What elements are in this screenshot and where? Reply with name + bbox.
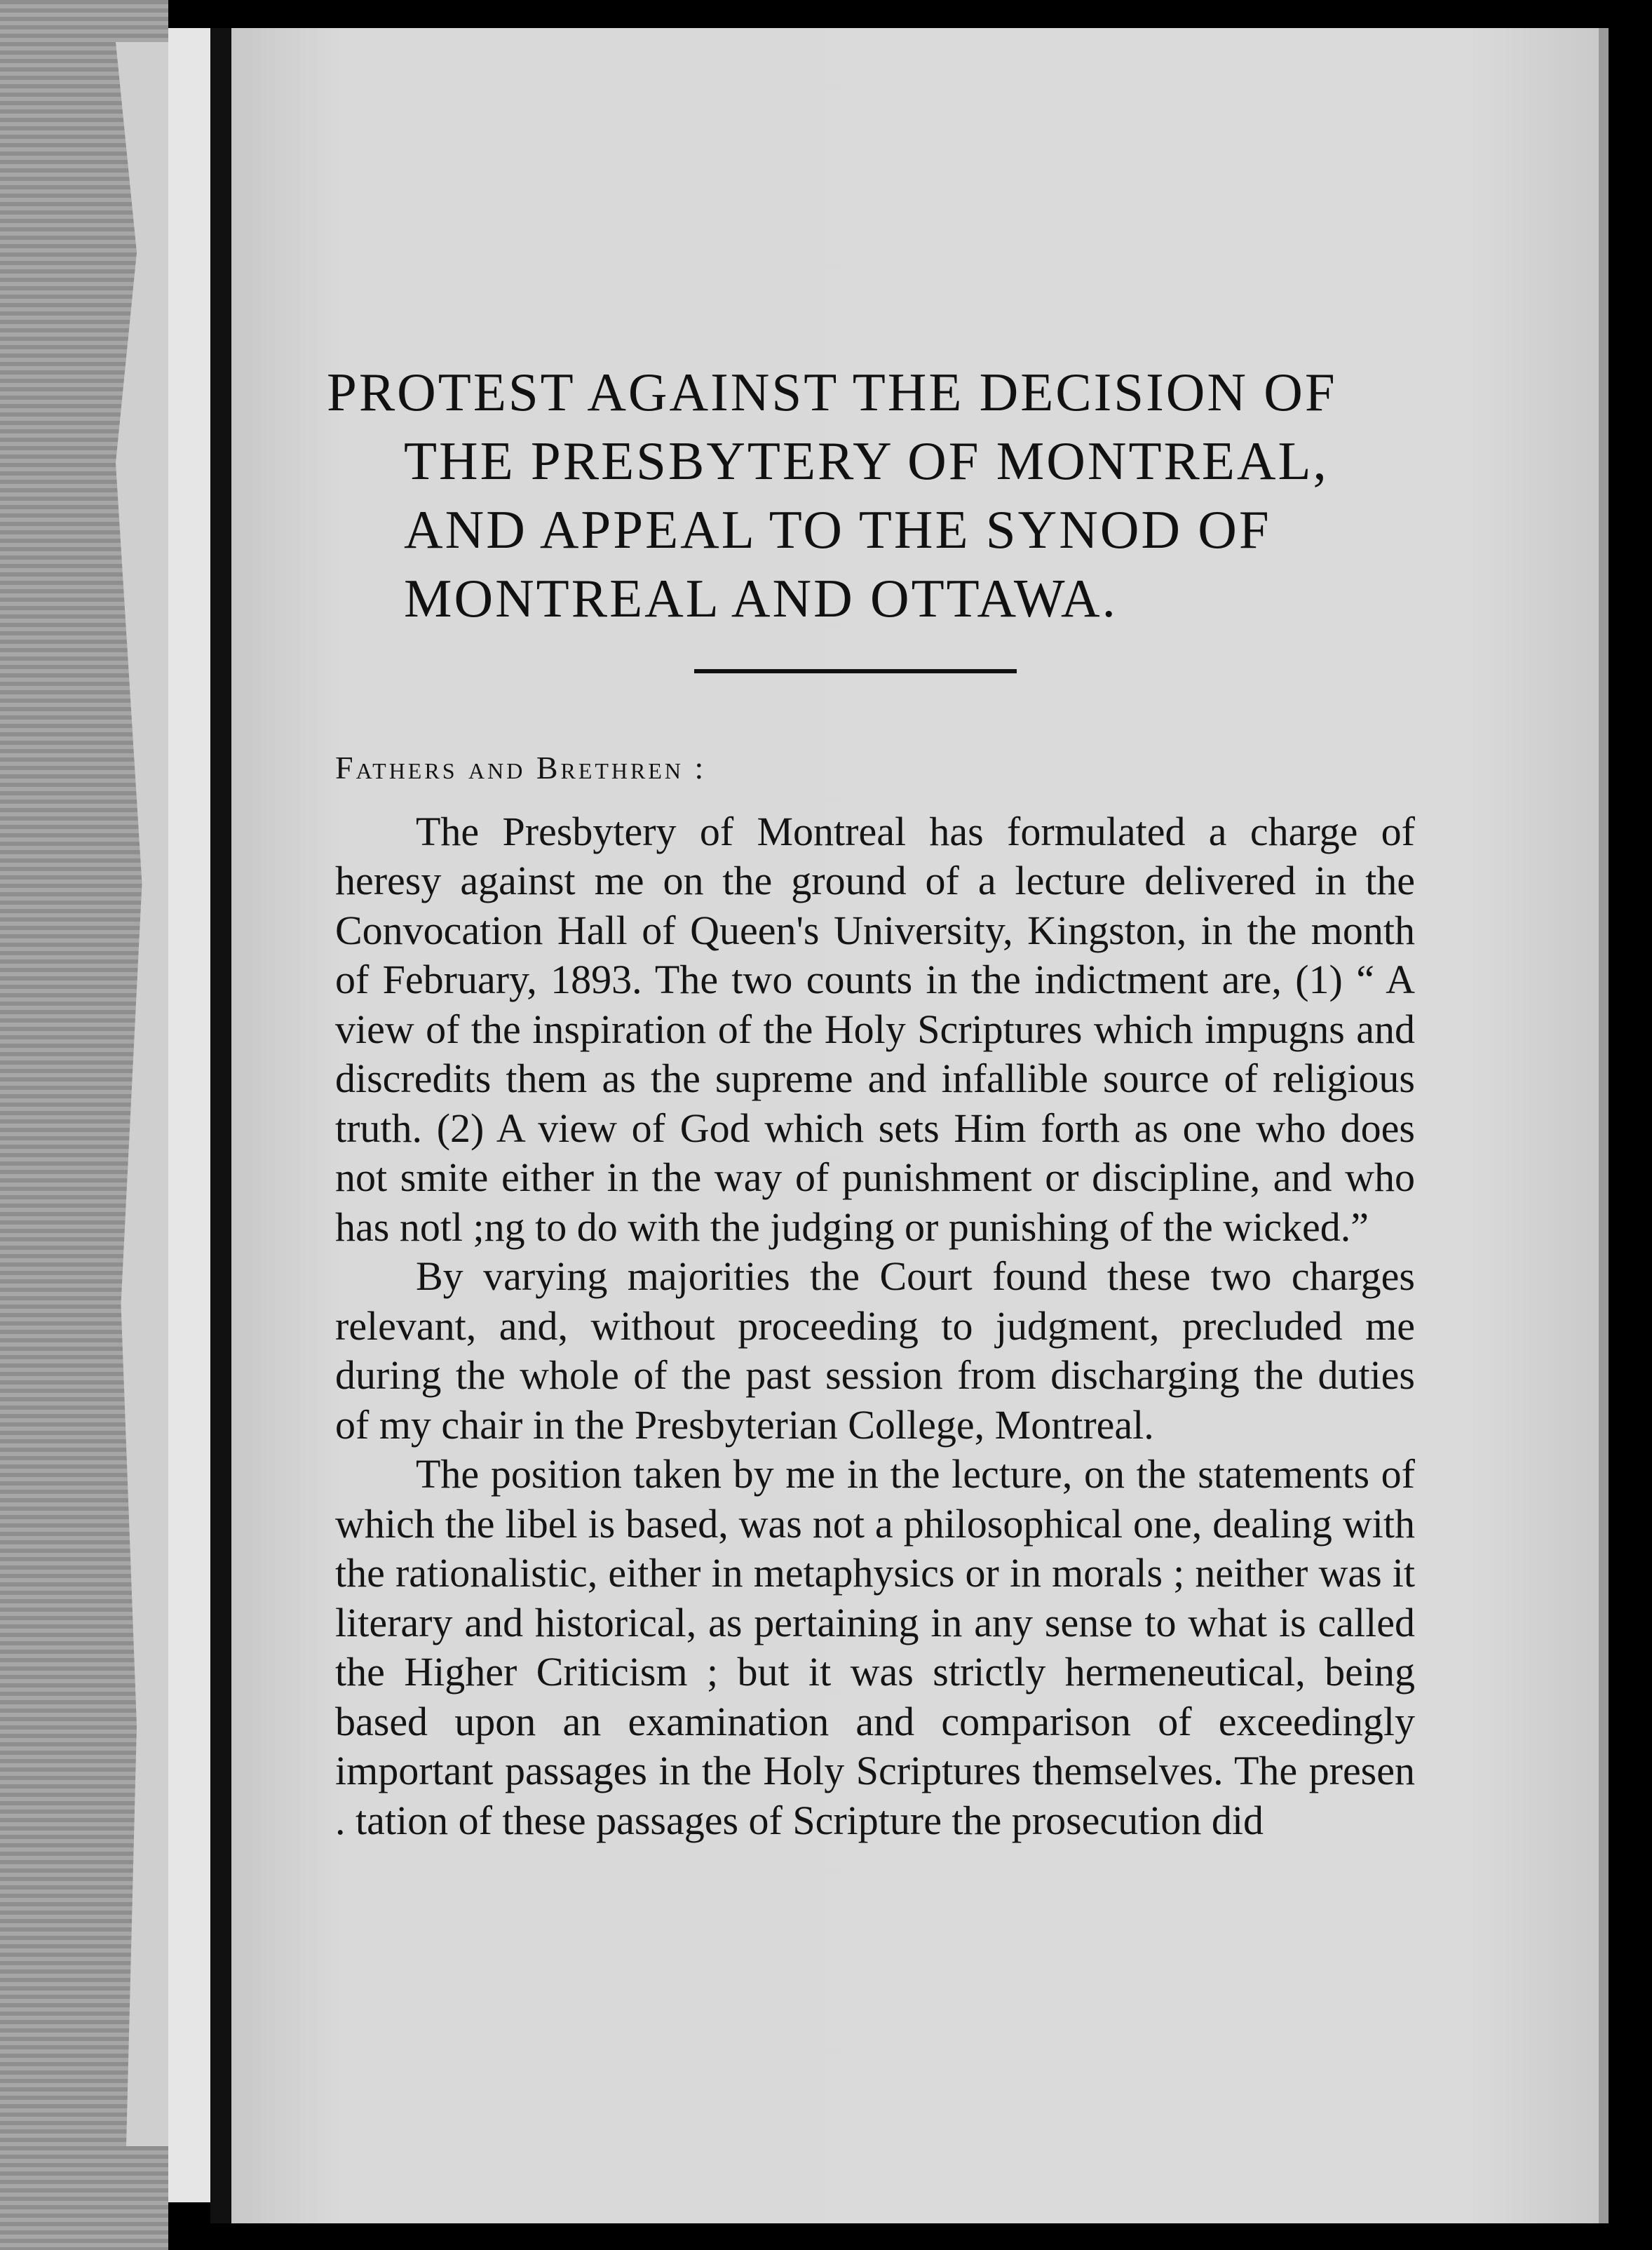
- title-line-3: AND APPEAL TO THE SYNOD OF: [404, 499, 1271, 560]
- page-edge: [1599, 28, 1609, 2223]
- binding-gutter: [168, 28, 210, 2202]
- document-body: [335, 743, 1415, 1845]
- title-divider-rule: [694, 669, 1017, 673]
- title-line-4: MONTREAL AND OTTAWA.: [404, 568, 1118, 628]
- title-line-1: PROTEST AGAINST THE DECISION OF: [327, 362, 1337, 422]
- body-paragraphs: [335, 807, 1415, 1846]
- document-title: [327, 358, 1421, 633]
- salutation: Fathers and Brethren :: [335, 750, 707, 786]
- paragraph-1: The Presbytery of Montreal has formulated a charge of heresy against me on the ground of a lecture delivered in the Convocation Hall of Queen's University, Kingston, in the month of February, 1893. The two counts in the indictment are, (1) “ A view of the inspiration of the Holy Scriptures which impugns and discredits them as the supreme and infallible source of religious truth. (2) A view of God which sets Him forth as one who does not smite either in the way of punishment or discipline, and who has notl ;ng to do with the judging or punishing of the wicked.”: [335, 808, 1415, 1250]
- title-line-2: THE PRESBYTERY OF MONTREAL,: [404, 431, 1329, 491]
- paragraph-3: The position taken by me in the lecture, on the statements of which the libel is based, was not a philosophical one, dealing with the rationalistic, either in metaphysics or in morals ; neither was it literary and historical, as pertaining in any sense to what is called the Higher Criticism ; but it was strictly hermeneutical, being based upon an examination and comparison of exceedingly important passages in the Holy Scriptures themselves. The presen . tation of these passages of Scripture the prosecution did: [335, 1451, 1415, 1843]
- paragraph-2: By varying majorities the Court found these two charges relevant, and, without proceeding to judgment, precluded me during the whole of the past session from discharging the duties of my chair in the Presbyterian College, Montreal.: [335, 1253, 1415, 1448]
